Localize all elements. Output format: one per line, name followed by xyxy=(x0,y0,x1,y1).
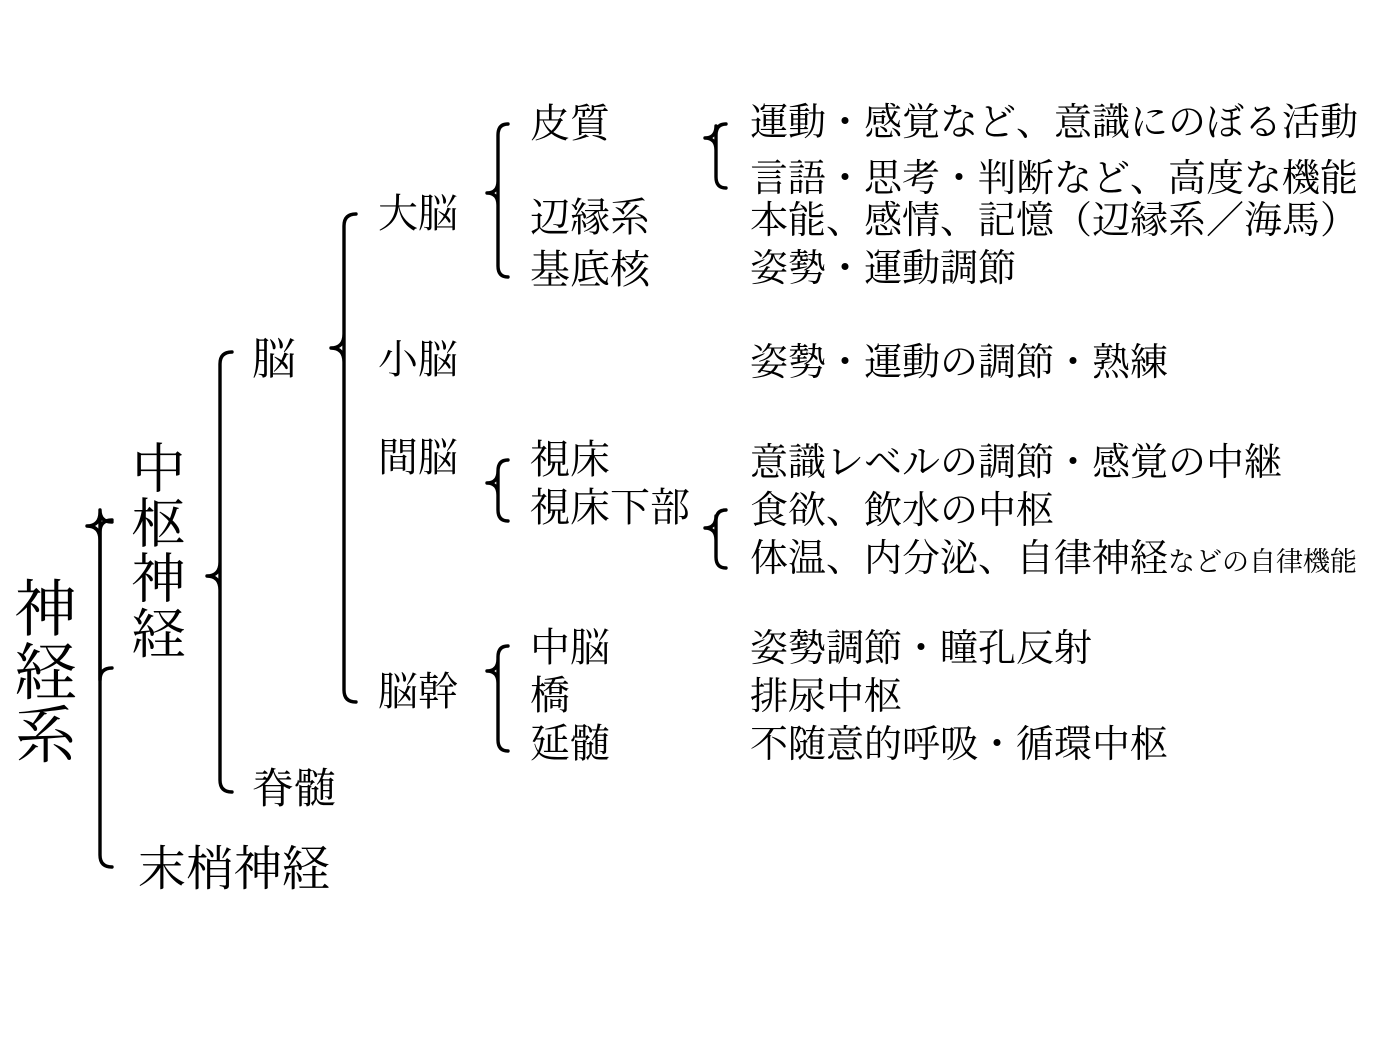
node-pons: 橋 xyxy=(530,674,570,718)
node-brainstem: 脳幹 xyxy=(378,670,458,714)
desc-cortex-2: 言語・思考・判断など、高度な機能 xyxy=(750,158,1359,200)
node-central-nervous-system: 中枢神経 xyxy=(124,440,185,661)
node-brain: 脳 xyxy=(252,335,296,384)
desc-medulla: 不随意的呼吸・循環中枢 xyxy=(750,724,1169,766)
desc-hypothalamus-2-main: 体温、内分泌、自律神経 xyxy=(750,538,1169,580)
node-thalamus: 視床 xyxy=(530,438,610,482)
node-cerebrum: 大脳 xyxy=(378,192,458,236)
desc-limbic-system: 本能、感情、記憶（辺縁系／海馬） xyxy=(750,200,1359,242)
desc-basal-ganglia: 姿勢・運動調節 xyxy=(750,248,1017,290)
node-midbrain: 中脳 xyxy=(530,626,610,670)
desc-cerebellum: 姿勢・運動の調節・熟練 xyxy=(750,342,1169,384)
node-cortex: 皮質 xyxy=(530,102,610,146)
node-nervous-system: 神経系 xyxy=(5,576,75,766)
node-basal-ganglia: 基底核 xyxy=(530,248,650,292)
desc-cortex-1: 運動・感覚など、意識にのぼる活動 xyxy=(750,102,1359,144)
node-peripheral-nervous-system: 末梢神経 xyxy=(138,843,331,896)
desc-thalamus: 意識レベルの調節・感覚の中継 xyxy=(750,442,1283,484)
desc-hypothalamus-1: 食欲、飲水の中枢 xyxy=(750,490,1055,532)
desc-hypothalamus-2 xyxy=(750,540,1357,578)
desc-hypothalamus-2-tail: などの自律機能 xyxy=(1168,547,1358,577)
desc-midbrain: 姿勢調節・瞳孔反射 xyxy=(750,628,1093,670)
node-diencephalon: 間脳 xyxy=(378,436,458,480)
node-limbic-system: 辺縁系 xyxy=(530,196,650,240)
desc-pons: 排尿中枢 xyxy=(750,676,903,718)
node-cerebellum: 小脳 xyxy=(378,338,458,382)
node-spinal-cord: 脊髄 xyxy=(252,765,337,812)
node-hypothalamus: 視床下部 xyxy=(530,486,690,530)
node-medulla: 延髄 xyxy=(530,722,610,766)
